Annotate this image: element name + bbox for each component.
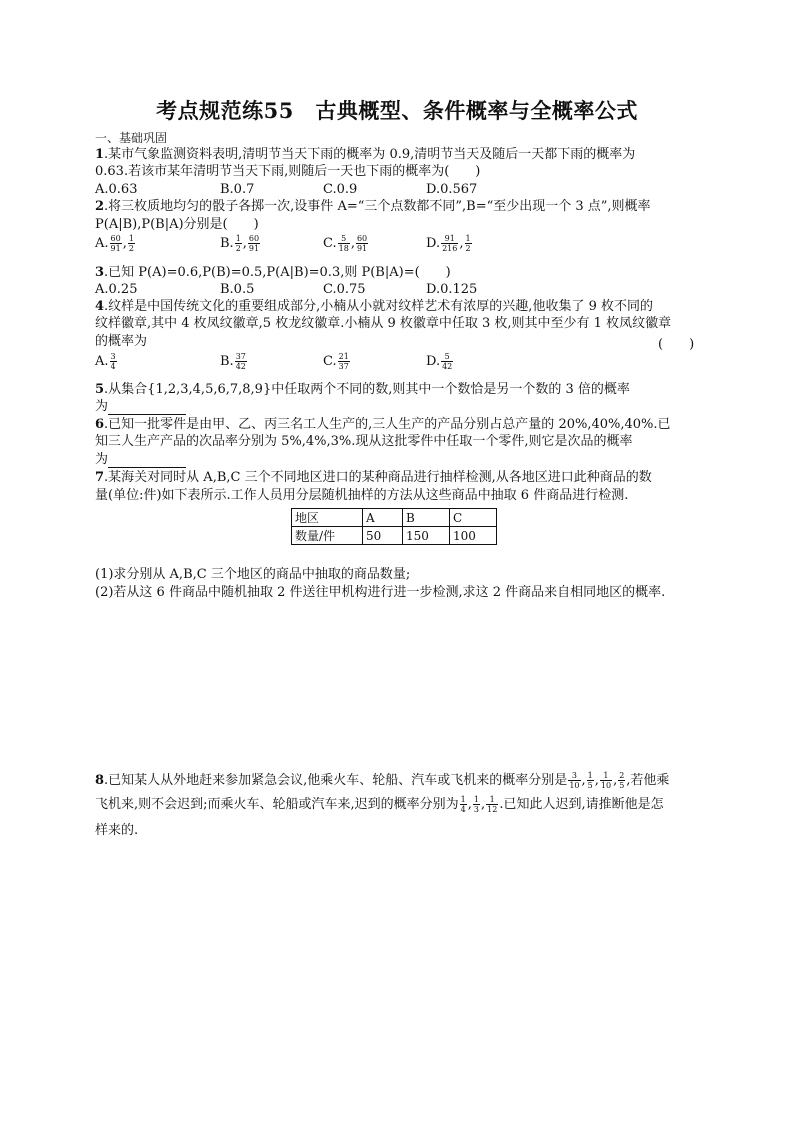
q2-option-a: A. $\frac{60}{91}$ , $\frac{1}{2}$	[95, 234, 134, 253]
q1-option-b: B.0.7	[220, 182, 255, 197]
table-cell: 150	[403, 527, 450, 545]
q2-option-d: D. $\frac{91}{216}$ , $\frac{1}{2}$	[426, 234, 471, 253]
q4-line1: 4.纹样是中国传统文化的重要组成部分,小楠从小就对纹样艺术有浓厚的兴趣,他收集了 9 枚不同的	[95, 299, 653, 314]
table-cell: C	[450, 509, 497, 527]
q2-line2: P(A|B),P(B|A)分别是( )	[95, 217, 259, 232]
q1-option-a: A.0.63	[95, 182, 138, 197]
table-cell: A	[363, 509, 403, 527]
q7-sub1: (1)求分别从 A,B,C 三个地区的商品中抽取的商品数量;	[95, 567, 411, 582]
q8-line1: 8.已知某人从外地赶来参加紧急会议,他乘火车、轮船、汽车或飞机来的概率分别是 $\frac{3}{10}$ , $\frac{1}{5}$ , $\frac{1}{10}$ , $\frac{2}{5}$ ,若他乘	[95, 771, 670, 790]
q8-late-prob-1: $\frac{1}{4}$	[460, 795, 466, 814]
q3-option-c: C.0.75	[323, 282, 366, 297]
q8-late-prob-2: $\frac{1}{3}$	[473, 795, 479, 814]
q4-line3: 的概率为	[95, 334, 148, 349]
table-row	[292, 509, 497, 527]
page-title: 考点规范练55 古典概型、条件概率与全概率公式	[156, 98, 638, 123]
q3-option-d: D.0.125	[426, 282, 478, 297]
q4-option-b: B. $\frac{37}{42}$	[220, 352, 246, 371]
q5-number: 5	[95, 382, 105, 397]
q1-line2: 0.63.若该市某年清明节当天下雨,则随后一天也下雨的概率为( )	[95, 164, 481, 179]
q3-number: 3	[95, 265, 105, 280]
q8-prob-4: $\frac{2}{5}$	[619, 771, 625, 790]
q5-answer-blank[interactable]	[108, 402, 186, 415]
q2-line1: 2.将三枚质地均匀的骰子各掷一次,设事件 A=“三个点数都不同”,B=“至少出现一个 3 点”,则概率	[95, 199, 651, 214]
q6-line3: 为	[95, 451, 186, 468]
q7-line2: 量(单位:件)如下表所示.工作人员用分层随机抽样的方法从这些商品中抽取 6 件商品进行检测.	[95, 488, 629, 503]
q8-number: 8	[95, 773, 105, 788]
q8-line2: 飞机来,则不会迟到;而乘火车、轮船或汽车来,迟到的概率分别为 $\frac{1}{4}$ , $\frac{1}{3}$ , $\frac{1}{12}$ .已知此人迟到,请推断他是怎	[95, 795, 664, 814]
q8-prob-3: $\frac{1}{10}$	[600, 771, 612, 790]
q4-number: 4	[95, 299, 105, 314]
table-cell: 100	[450, 527, 497, 545]
section-heading: 一、基础巩固	[95, 131, 168, 145]
q7-line1: 7.某海关对同时从 A,B,C 三个不同地区进口的某种商品进行抽样检测,从各地区进口此种商品的数	[95, 470, 652, 485]
q4-answer-paren: ( )	[658, 337, 695, 352]
q5-line2: 为	[95, 398, 186, 415]
q2-option-b: B. $\frac{1}{2}$ , $\frac{60}{91}$	[220, 234, 260, 253]
q3-option-b: B.0.5	[220, 282, 255, 297]
q8-line3: 样来的.	[95, 823, 139, 838]
q4-option-d: D. $\frac{5}{42}$	[426, 352, 453, 371]
q5-line1: 5.从集合{1,2,3,4,5,6,7,8,9}中任取两个不同的数,则其中一个数恰是另一个数的 3 倍的概率	[95, 382, 630, 397]
q2-option-c: C. $\frac{5}{18}$ , $\frac{60}{91}$	[323, 234, 368, 253]
table-cell: 数量/件	[292, 527, 363, 545]
q1-line1: 1.某市气象监测资料表明,清明节当天下雨的概率为 0.9,清明节当天及随后一天都下雨的概率为	[95, 147, 636, 162]
q7-sub2: (2)若从这 6 件商品中随机抽取 2 件送往甲机构进行进一步检测,求这 2 件商品来自相同地区的概率.	[95, 585, 666, 600]
q6-number: 6	[95, 417, 105, 432]
q1-option-c: C.0.9	[323, 182, 358, 197]
q6-line1: 6.已知一批零件是由甲、乙、丙三名工人生产的,三人生产的产品分别占总产量的 20%,40%,40%.已	[95, 417, 671, 432]
q2-number: 2	[95, 199, 105, 214]
table-cell: B	[403, 509, 450, 527]
q6-line2: 知三人生产产品的次品率分别为 5%,4%,3%.现从这批零件中任取一个零件,则它是次品的概率	[95, 434, 633, 449]
q8-late-prob-3: $\frac{1}{12}$	[487, 795, 498, 814]
q3-line1: 3.已知 P(A)=0.6,P(B)=0.5,P(A|B)=0.3,则 P(B|A)=( )	[95, 265, 451, 280]
q1-option-d: D.0.567	[426, 182, 478, 197]
table-cell: 地区	[292, 509, 363, 527]
q4-option-a: A. $\frac{3}{4}$	[95, 352, 116, 371]
table-row	[292, 527, 497, 545]
q1-number: 1	[95, 147, 105, 162]
q7-number: 7	[95, 470, 105, 485]
q8-prob-2: $\frac{1}{5}$	[587, 771, 593, 790]
q4-option-c: C. $\frac{21}{37}$	[323, 352, 349, 371]
q3-option-a: A.0.25	[95, 282, 138, 297]
q6-answer-blank[interactable]	[108, 455, 186, 468]
q8-prob-1: $\frac{3}{10}$	[569, 771, 580, 790]
table-cell: 50	[363, 527, 403, 545]
q7-data-table	[291, 508, 497, 545]
q4-line2: 纹样徽章,其中 4 枚凤纹徽章,5 枚龙纹徽章.小楠从 9 枚徽章中任取 3 枚,则其中至少有 1 枚凤纹徽章	[95, 316, 672, 331]
